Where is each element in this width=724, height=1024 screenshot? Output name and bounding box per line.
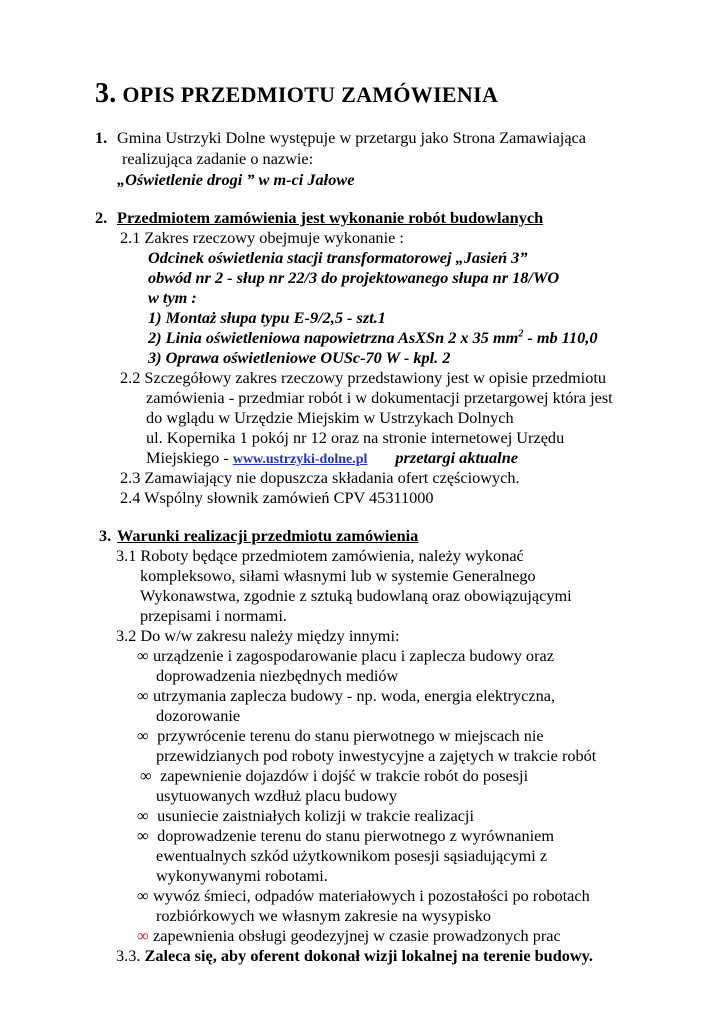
list-item-continuation: doprowadzenia niezbędnych mediów	[156, 666, 399, 685]
list-item-continuation: usytuowanych wzdłuż placu budowy	[156, 786, 397, 805]
section-2-heading: Przedmiotem zamówienia jest wykonanie robót budowlanych	[117, 208, 544, 227]
list-item: ∞ urządzenie i zagospodarowanie placu i zaplecza budowy oraz	[137, 646, 554, 665]
paragraph-2-2: ul. Kopernika 1 pokój nr 12 oraz na stronie internetowej Urzędu	[146, 428, 565, 447]
paragraph-2-2: do wglądu w Urzędzie Miejskim w Ustrzykach Dolnych	[146, 408, 514, 427]
infinity-bullet-icon: ∞	[137, 806, 149, 825]
list-item-continuation: ewentualnych szkód użytkownikom posesji sąsiadującymi z	[156, 846, 548, 865]
section-1-line: realizująca zadanie o nazwie:	[122, 149, 314, 168]
page-title: 3. OPIS PRZEDMIOTU ZAMÓWIENIA	[95, 78, 499, 109]
scope-item: obwód nr 2 - słup nr 22/3 do projektowanego słupa nr 18/WO	[148, 268, 560, 287]
scope-item: w tym :	[148, 288, 197, 307]
list-item-continuation: wykonywanymi robotami.	[156, 866, 328, 885]
list-item: ∞ zapewnienia obsługi geodezyjnej w czasie prowadzonych prac	[137, 926, 561, 945]
infinity-bullet-icon: ∞	[137, 926, 149, 945]
scope-item: 3) Oprawa oświetleniowe OUSc-70 W - kpl. 2	[148, 348, 451, 367]
list-item-continuation: dozorowanie	[156, 706, 241, 725]
infinity-bullet-icon: ∞	[140, 766, 152, 785]
list-item: ∞ zapewnienie dojazdów i dojść w trakcie robót do posesji	[140, 766, 529, 785]
paragraph-3-1: kompleksowo, siłami własnymi lub w systemie Generalnego	[140, 566, 536, 585]
list-item-continuation: przewidzianych pod roboty inwestycyjne a zajętych w trakcie robót	[156, 746, 597, 765]
section-2-number: 2.	[95, 208, 108, 227]
paragraph-2-1: 2.1 Zakres rzeczowy obejmuje wykonanie :	[120, 228, 404, 247]
infinity-bullet-icon: ∞	[137, 686, 149, 705]
paragraph-3-1: Wykonawstwa, zgodnie z sztuką budowlaną oraz obowiązującymi	[140, 586, 572, 605]
list-item: ∞ doprowadzenie terenu do stanu pierwotnego z wyrównaniem	[137, 826, 555, 845]
infinity-bullet-icon: ∞	[137, 886, 149, 905]
website-link[interactable]: www.ustrzyki-dolne.pl	[232, 452, 368, 467]
list-item: ∞ utrzymania zaplecza budowy - np. woda, energia elektryczna,	[137, 686, 556, 705]
list-item-continuation: rozbiórkowych we własnym zakresie na wysypisko	[156, 906, 492, 925]
list-item: ∞ usuniecie zaistniałych kolizji w trakcie realizacji	[137, 806, 474, 825]
paragraph-2-4: 2.4 Wspólny słownik zamówień CPV 45311000	[120, 488, 434, 507]
paragraph-2-2: Miejskiego - www.ustrzyki-dolne.pl przetargi aktualne	[146, 448, 518, 467]
scope-item: 1) Montaż słupa typu E-9/2,5 - szt.1	[148, 308, 386, 327]
paragraph-3-2: 3.2 Do w/w zakresu należy między innymi:	[116, 626, 400, 645]
paragraph-2-3: 2.3 Zamawiający nie dopuszcza składania ofert częściowych.	[120, 468, 520, 487]
scope-item: Odcinek oświetlenia stacji transformatorowej „Jasień 3”	[148, 248, 528, 267]
section-3-number: 3.	[99, 526, 112, 545]
project-name: „Oświetlenie drogi ” w m-ci Jałowe	[117, 170, 355, 189]
section-1-line: Gmina Ustrzyki Dolne występuje w przetargu jako Strona Zamawiająca	[117, 128, 586, 147]
paragraph-3-3: 3.3. Zaleca się, aby oferent dokonał wizji lokalnej na terenie budowy.	[116, 946, 593, 965]
paragraph-2-2: zamówienia - przedmiar robót i w dokumentacji przetargowej która jest	[146, 388, 613, 407]
paragraph-2-2: 2.2 Szczegółowy zakres rzeczowy przedstawiony jest w opisie przedmiotu	[120, 368, 607, 387]
infinity-bullet-icon: ∞	[137, 826, 149, 845]
infinity-bullet-icon: ∞	[137, 726, 149, 745]
section-1-number: 1.	[95, 128, 108, 147]
scope-item: 2) Linia oświetleniowa napowietrzna AsXSn 2 x 35 $mm^2$ - mb 110,0	[148, 328, 598, 347]
paragraph-3-1: przepisami i normami.	[140, 606, 287, 625]
list-item: ∞ wywóz śmieci, odpadów materiałowych i pozostałości po robotach	[137, 886, 590, 905]
paragraph-3-1: 3.1 Roboty będące przedmiotem zamówienia, należy wykonać	[116, 546, 524, 565]
list-item: ∞ przywrócenie terenu do stanu pierwotnego w miejscach nie	[137, 726, 544, 745]
section-3-heading: Warunki realizacji przedmiotu zamówienia	[117, 526, 419, 545]
infinity-bullet-icon: ∞	[137, 646, 149, 665]
